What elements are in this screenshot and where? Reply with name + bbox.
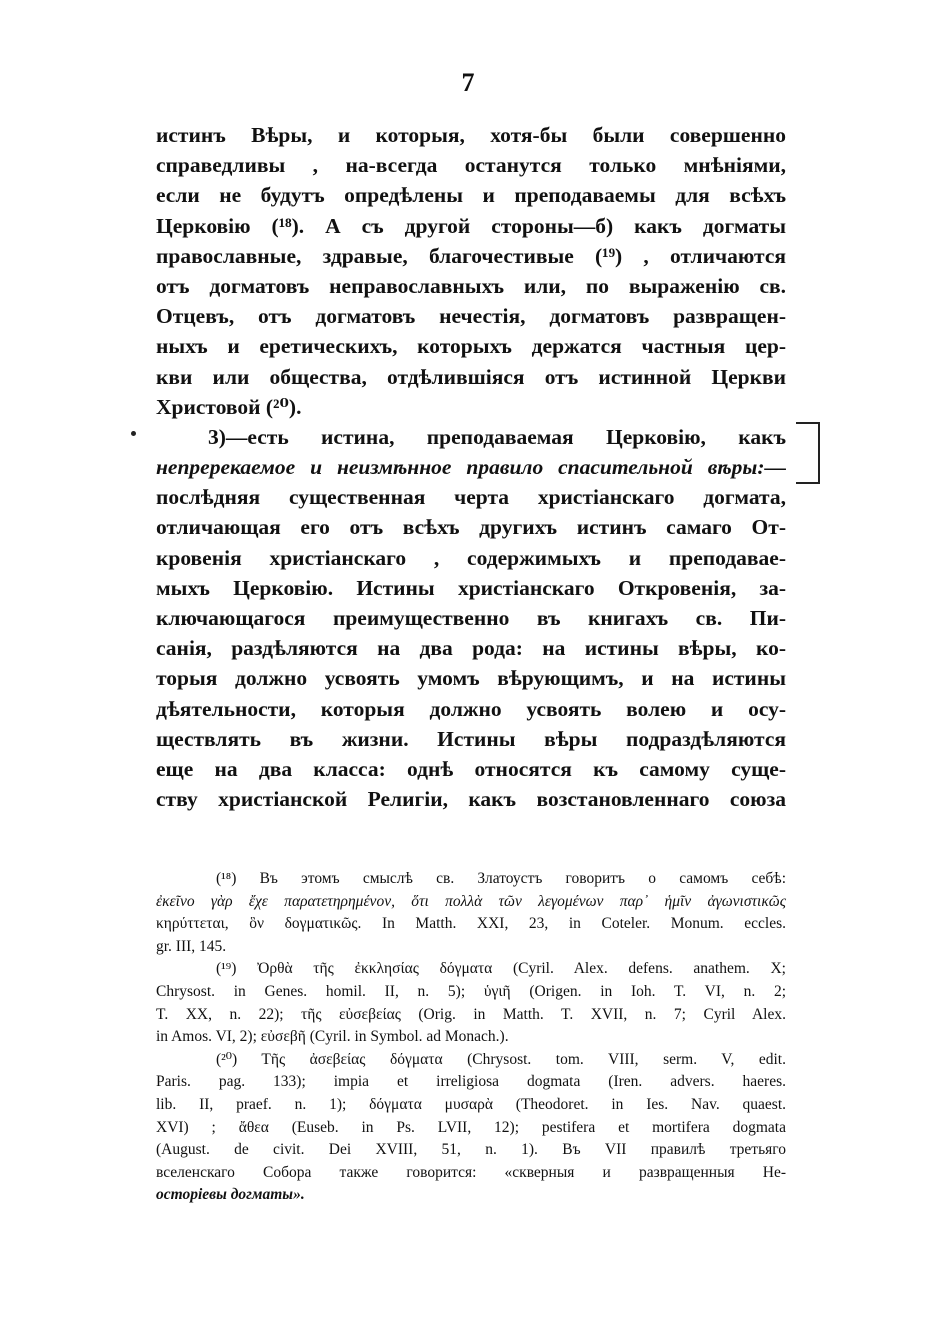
body-line-8: ныхъ и еретическихъ, которыхъ держатся частныя цер- [156,334,786,359]
footnote-line-12: XVI) ; ἄθεα (Euseb. in Ps. LVII, 12); pestifera et mortifera dogmata [156,1118,786,1136]
footnote-line-6: Chrysost. in Genes. homil. II, n. 5); ὑγιῆ (Origen. in Ioh. T. VI, n. 2; [156,982,786,1000]
footnote-line-7: T. XX, n. 22); τῆς εὐσεβείας (Orig. in Matth. T. XVII, n. 7; Cyril Alex. [156,1005,786,1023]
body-line-16: мыхъ Церковію. Истины христіанскаго Откровенія, за- [156,575,786,600]
footnote-line-1: (¹⁸) Въ этомъ смыслѣ св. Златоустъ говоритъ о самомъ себѣ: [216,870,786,887]
footnote-line-9: (²⁰) Τῆς ἀσεβείας δόγματα (Chrysost. tom. VIII, serm. V, edit. [216,1050,786,1068]
body-line-3: если не будутъ опредѣлены и преподаваемы для всѣхъ [156,183,786,208]
footnote-line-2: ἐκεῖνο γὰρ ἔχε παρατετηρημένον, ὅτι πολλὰ τῶν λεγομένων παρ᾽ ἡμῖν ἀγωνιστικῶς [156,892,786,910]
body-line-7: Отцевъ, отъ догматовъ нечестія, догматовъ развращен- [156,304,786,329]
body-line-14: отличающая его отъ всѣхъ другихъ истинъ самаго От- [156,515,786,540]
page-number: 7 [461,68,475,97]
margin-bracket [796,422,820,484]
footnote-line-13: (August. de civit. Dei XVIII, 51, n. 1). Въ VII правилѣ третьяго [156,1141,786,1159]
footnote-line-11: lib. II, praef. n. 1); δόγματα μυσαρὰ (Theodoret. in Ies. Nav. quaest. [156,1095,786,1113]
body-line-11: 3)—есть истина, преподаваемая Церковію, какъ [208,424,786,449]
footnote-line-3: κηρύττεται, ὃν δογματικῶς. In Matth. XXI, 23, in Coteler. Monum. eccles. [156,915,786,933]
body-line-9: кви или общества, отдѣлившіяся отъ истинной Церкви [156,364,786,389]
body-line-18: санія, раздѣляются на два рода: на истины вѣры, ко- [156,636,786,661]
body-line-10: Христовой (²⁰). [156,394,302,419]
body-line-22: еще на два класса: однѣ относятся къ самому суще- [156,756,786,781]
footnote-line-8: in Amos. VI, 2); εὐσεβῆ (Cyril. in Symbol. ad Monach.). [156,1028,509,1046]
footnote-line-4: gr. III, 145. [156,937,227,955]
body-line-1: истинъ Вѣры, и которыя, хотя-бы были совершенно [156,123,786,147]
body-line-23: ству христіанской Религіи, какъ возстановленнаго союза [156,787,786,812]
body-line-4: Церковію (¹⁸). А съ другой стороны—б) какъ догматы [156,213,786,238]
footnote-line-14: вселенскаго Собора также говорится: «скверныя и развращенныя Не- [156,1163,786,1181]
body-line-13: послѣдняя существенная черта христіанскаго догмата, [156,485,786,510]
body-line-19: торыя должно усвоять умомъ вѣрующимъ, и на истины [156,666,786,691]
body-line-5: православные, здравые, благочестивые (¹⁹) , отличаются [156,243,786,268]
body-line-6: отъ догматовъ неправославныхъ или, по выраженію св. [156,273,786,298]
body-text [156,120,786,814]
footnote-line-10: Paris. pag. 133); impia et irreligiosa dogmata (Iren. advers. haeres. [156,1073,786,1091]
body-line-15: кровенія христіанскаго , содержимыхъ и преподавае- [156,545,786,570]
footnotes [156,868,786,1207]
margin-mark [131,431,136,436]
body-line-20: дѣятельности, которыя должно усвоять волею и осу- [156,696,786,721]
body-line-21: ществлять въ жизни. Истины вѣры подраздѣляются [156,726,786,751]
body-line-17: ключающагося преимущественно въ книгахъ св. Пи- [156,606,786,630]
body-line-12: непререкаемое и неизмѣнное правило спасительной вѣры:— [156,455,786,480]
footnote-line-5: (¹⁹) Ὀρθὰ τῆς ἐκκλησίας δόγματα (Cyril. Alex. defens. anathem. X; [216,960,786,978]
footnote-line-15: осторіевы догматы». [156,1186,305,1204]
body-line-2: справедливы , на-всегда останутся только мнѣніями, [156,153,786,178]
